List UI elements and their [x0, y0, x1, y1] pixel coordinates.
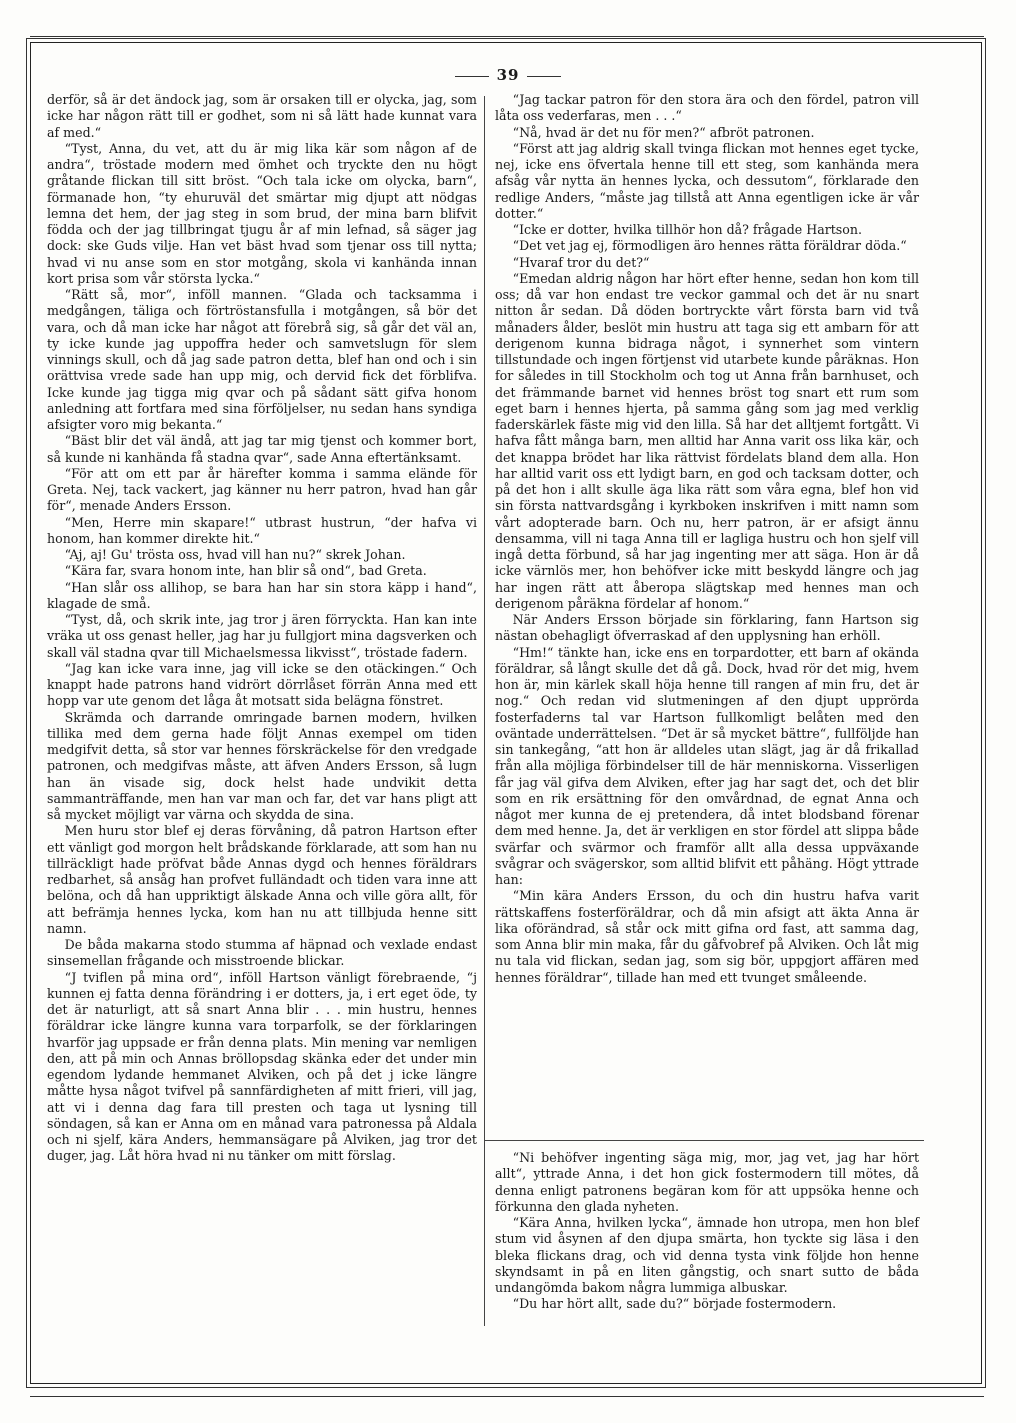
- paragraph: “Tyst, Anna, du vet, att du är mig lika kär som någon af de andra“, tröstade modern med ömhet och tryckte den nu högt gråtande flickan till sitt bröst. “Och tala icke om olycka, barn“, förmanade hon, “ty ehuruväl det smärtar mig djupt att nödgas lemna det hem, der jag steg in som brud, der mina barn blifvit födda och der jag tillbringat tjugu år af min lefnad, så säger jag dock: ske Guds vilje. Han vet bäst hvad som tjenar oss till nytta; hvad vi nu anse som en stor motgång, skola vi kanhända innan kort prisa som vår största lycka.“: [47, 140, 477, 286]
- bottom-rule: [30, 1396, 984, 1397]
- paragraph: “Kära Anna, hvilken lycka“, ämnade hon utropa, men hon blef stum vid åsynen af den djupa smärta, hon tyckte sig läsa i den bleka flickans drag, och vid denna tysta vink följde hon henne skyndsamt in på en liten gångstig, och snart sutto de båda undangömda bakom några lummiga albuskar.: [495, 1215, 919, 1295]
- paragraph: “Tyst, då, och skrik inte, jag tror j ären förryckta. Han kan inte vräka ut oss genast heller, jag har ju fullgjort mina dagsverken och skall väl stadna qvar till Michaelsmessa likvisst“, tröstade fadern.: [47, 612, 477, 660]
- paragraph: “Du har hört allt, sade du?“ började fostermodern.: [512, 1296, 837, 1312]
- paragraph: “Emedan aldrig någon har hört efter henne, sedan hon kom till oss; då var hon endast tre veckor gammal och det är nu snart nitton år sedan. Då döden bortryckte vårt första barn vid två månaders ålder, beslöt min hustru att taga sig ett ambarn för att derigenom kunna bidraga något, i synnerhet som vintern tillstundade och ingen förtjenst vid utarbete kunde påräknas. Hon for således in till Stockholm och tog ut Anna från barnhuset, och det främmande barnet vid hennes bröst tog snart ett rum som eget barn i hennes hjerta, på samma gång som jag med verklig faderskärlek fäste mig vid den lilla. Så har det alltjemt fortgått. Vi hafva fått många barn, men alltid har Anna varit oss lika kär, och det knappa brödet har lika rättvist fördelats bland dem alla. Hon har alltid varit oss ett lydigt barn, en god och tacksam dotter, och på det hon i allt skulle äga lika rätt som våra egna, blef hon vid sin första nattvardsgång i kyrkboken inskrifven i mitt namn som vårt adopterade barn. Och nu, herr patron, är er afsigt ännu densamma, vill ni taga Anna till er lagliga hustru och hon sjelf vill ingå detta förbund, så har jag ingenting mer att säga. Hon är då icke värnlös mer, hon behöfver icke mitt beskydd längre och jag har ingen rätt att åberopa slägtskap med hennes man och derigenom påräkna fördelar af honom.“: [495, 270, 919, 611]
- left-column: [47, 92, 477, 1165]
- paragraph: “Ni behöfver ingenting säga mig, mor, jag vet, jag har hört allt“, yttrade Anna, i det hon gick fostermodern till mötes, då denna enligt patronens begäran kom för att uppsöka henne och förkunna den glada nyheten.: [495, 1150, 919, 1214]
- paragraph: “Min kära Anders Ersson, du och din hustru hafva varit rättskaffens fosterföräldrar, och då min afsigt att äkta Anna är lika oförändrad, så står ock mitt gifna ord fast, att samma dag, som Anna blir min maka, får du gåfvobref på Alviken. Och låt mig nu tala vid flickan, sedan jag, som sig bör, uppgjort affären med hennes föräldrar“, tillade han med ett tvunget småleende.: [495, 888, 919, 985]
- paragraph: “Det vet jag ej, förmodligen äro hennes rätta föräldrar döda.“: [512, 238, 907, 254]
- page-number-dash-right: [527, 76, 561, 77]
- paragraph: “Aj, aj! Gu' trösta oss, hvad vill han nu?“ skrek Johan.: [64, 547, 406, 562]
- page-number-text: 39: [496, 66, 520, 84]
- page-number: [0, 66, 1016, 84]
- paragraph: Men huru stor blef ej deras förvåning, då patron Hartson efter ett vänligt god morgon helt brådskande förklarade, att som han nu tillräckligt hade pröfvat både Annas dygd och hennes föräldrars redbarhet, så ansåg han profvet fulländadt och tiden vara inne att belöna, och då han uppriktigt älskade Anna och ville göra allt, för att befrämja hennes lycka, kom han nu att tillbjuda henne sitt namn.: [47, 823, 477, 936]
- paragraph: “Kära far, svara honom inte, han blir så ond“, bad Greta.: [64, 563, 427, 579]
- paragraph: “Nå, hvad är det nu för men?“ afbröt patronen.: [512, 124, 815, 140]
- paragraph: Skrämda och darrande omringade barnen modern, hvilken tillika med dem gerna hade följt Annas exempel om tiden medgifvit detta, så stor var hennes förskräckelse för den vredgade patronen, och medgifvas måste, att äfven Anders Ersson, så lugn han än visade sig, dock helst hade undvikit detta sammanträffande, men han var man och far, det var hans pligt att så mycket möjligt var värna och skydda de sina.: [47, 709, 477, 822]
- paragraph: När Anders Ersson började sin förklaring, fann Hartson sig nästan obehagligt öfverraskad af den upplysning han erhöll.: [495, 612, 919, 644]
- right-column: [495, 92, 919, 986]
- page-number-dash-left: [455, 76, 489, 77]
- paragraph: “Jag tackar patron för den stora ära och den fördel, patron vill låta oss vederfaras, men . . .“: [495, 92, 919, 124]
- paragraph: De båda makarna stodo stumma af häpnad och vexlade endast sinsemellan frågande och misstroende blickar.: [47, 937, 477, 969]
- paragraph: “Han slår oss allihop, se bara han har sin stora käpp i hand“, klagade de små.: [47, 579, 477, 611]
- paragraph: “J tviflen på mina ord“, inföll Hartson vänligt förebraende, “j kunnen ej fatta denna förändring i er dotters, ja, i ert eget öde, ty det är naturligt, att så snart Anna blir . . . min hustru, hennes föräldrar icke längre kunna vara torparfolk, se der förklaringen hvarför jag uppsade er från denna plats. Min mening var nemligen den, att på min och Annas bröllopsdag skänka eder det under min egendom lydande hemmanet Alviken, och på det j icke längre måtte hysa något tvifvel på sannfärdigheten af mitt frieri, vill jag, att vi i denna dag fara till presten och taga ut lysning till söndagen, så kan er Anna om en månad vara patronessa på Aldala och ni sjelf, kära Anders, hemmansägare på Alviken, jag tror det duger, jag. Låt höra hvad ni nu tänker om mitt förslag.: [47, 969, 477, 1164]
- top-rule: [30, 36, 984, 37]
- paragraph: “Rätt så, mor“, inföll mannen. “Glada och tacksamma i medgången, täliga och förtröstansfulla i motgången, så bör det vara, och då man icke har något att förebrå sig, så går det väl an, ty icke kunde jag uppoffra heder och samvetslugn för slem vinnings skull, och då jag sade patron detta, blef han ond och i sin orättvisa vrede sade han upp mig, och dervid fick det förblifva. Icke kunde jag tigga mig qvar och på sådant sätt gifva honom anledning att fortfara med sina förföljelser, nu sedan hans syndiga afsigter voro mig bekanta.“: [47, 287, 477, 432]
- paragraph: “Hvaraf tror du det?“: [512, 254, 650, 270]
- column-divider: [484, 96, 485, 1326]
- paragraph: “Men, Herre min skapare!“ utbrast hustrun, “der hafva vi honom, han kommer direkte hit.“: [47, 514, 477, 546]
- right-column-lower-section: [495, 1150, 919, 1313]
- paragraph: “Jag kan icke vara inne, jag vill icke se den otäckingen.“ Och knappt hade patrons hand vidrört dörrlåset förrän Anna med ett hopp var ute genom det låga åt motsatt sida belägna fönstret.: [47, 660, 477, 709]
- section-separator: [484, 1140, 924, 1141]
- paragraph: “Hm!“ tänkte han, icke ens en torpardotter, ett barn af okända föräldrar, så långt skulle det då gå. Dock, hvad rör det mig, hvem hon är, min kärlek skall höja henne till rangen af min fru, det är nog.“ Och redan vid slutmeningen af den djupt upprörda fosterfaderns tal var Hartson fullkomligt belåten med den oväntade underrättelsen. “Det är så mycket bättre“, fullföljde han sin tankegång, “att hon är alldeles utan slägt, jag är då frikallad från alla möjliga förbindelser till de här menniskorna. Visserligen får jag väl gifva dem Alviken, efter jag har sagt det, och det blir som en rik ersättning för den omvårdnad, de egnat Anna och något mer kunna de ej pretendera, då intet blodsband förenar dem med henne. Ja, det är verkligen en stor fördel att slippa både svärfar och svärmor och framför allt alla dessa uppväxande svågrar och svägerskor, som alltid blifvit ett påhäng. Högt yttrade han:: [495, 644, 919, 887]
- paragraph: “Först att jag aldrig skall tvinga flickan mot hennes eget tycke, nej, icke ens öfvertala henne till ett steg, som kanhända mera afsåg vår nytta än hennes lycka, och dessutom“, förklarade den redlige Anders, “måste jag tillstå att Anna egentligen icke är vår dotter.“: [495, 140, 919, 221]
- paragraph: derför, så är det ändock jag, som är orsaken till er olycka, jag, som icke har någon rätt till er godhet, som ni så lätt hade kunnat vara af med.“: [47, 92, 477, 140]
- paragraph: “Icke er dotter, hvilka tillhör hon då? frågade Hartson.: [512, 222, 862, 237]
- paragraph: “Bäst blir det väl ändå, att jag tar mig tjenst och kommer bort, så kunde ni kanhända få stadna qvar“, sade Anna eftertänksamt.: [47, 433, 477, 465]
- paragraph: “För att om ett par år härefter komma i samma elände för Greta. Nej, tack vackert, jag känner nu herr patron, hvad han går för“, menade Anders Ersson.: [47, 465, 477, 514]
